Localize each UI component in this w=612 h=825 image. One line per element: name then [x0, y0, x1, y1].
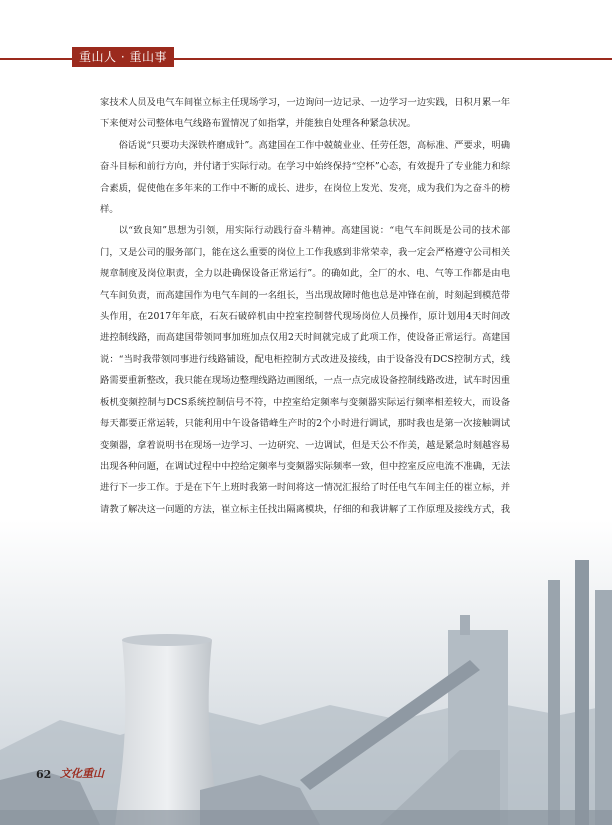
paragraph-3: 以“致良知”思想为引领，用实际行动践行奋斗精神。高建国说：“电气车间既是公司的技术部门，又是公司的服务部门，能在这么重要的岗位上工作我感到非常荣幸，我一定会严格遵守公司相关规章制度及岗位职责，全力以赴确保设备正常运行”。的确如此，全厂的水、电、气等工作都是由电气车间负责，而高建国作为电气车间的一名组长，当出现故障时他也总是冲锋在前，时刻起到模范带头作用，在2017年年底，石灰石破碎机由中控室控制替代现场岗位人员操作，原计划用4天时间改进控制线路，而高建国带领同事加班加点仅用2天时间就完成了此项工作，使设备正常运行。高建国说：“当时我带领同事进行线路铺设，配电柜控制方式改进及接线，由于设备没有DCS控制方式，线路需要重新整改，我只能在现场边整理线路边画图纸，一点一点完成设备控制线路改进，试车时因重板机变频控制与DCS系统控制信号不符，中控室给定频率与变频器实际运行频率相差较大，而设备每天都要正常运转，只能利用中午设备错峰生产时的2个小时进行调试，那时我也是第一次接触调试变频器，拿着说明书在现场一边学习、一边研究、一边调试，但是天公不作美，越是紧急时刻越容易出现各种问题，在调试过程中中控给定频率与变频器实际频率一致，但中控室反应电流不准确，无法进行下一步工作。于是在下午上班时我第一时间将这一情况汇报给了时任电气车间主任的崔立标，并请教了解决这一问题的方法，崔立标主任找出隔离模块，仔细的和我讲解了工作原理及接线方式，我: [100, 225, 510, 515]
page-number: 62: [36, 768, 52, 781]
magazine-logo: 文化重山: [60, 767, 104, 780]
paragraph-2: 俗话说“只要功夫深铁杵磨成针”。高建国在工作中兢兢业业、任劳任怨，高标准、严要求，明确奋斗目标和前行方向，并付诸于实际行动。在学习中始终保持“空杯”心态，有效提升了专业能力和综合素质，促使他在多年来的工作中不断的成长、进步，在岗位上发光、发亮，成为我们为之奋斗的榜样。: [100, 139, 510, 216]
article-body: [100, 92, 510, 542]
section-tab: 重山人 · 重山事: [72, 47, 174, 67]
paragraph-1: 家技术人员及电气车间崔立标主任现场学习，一边询问一边记录、一边学习一边实践，日积月累一年下来便对公司整体电气线路布置情况了如指掌，并能独自处理各种紧急状况。: [100, 97, 510, 130]
